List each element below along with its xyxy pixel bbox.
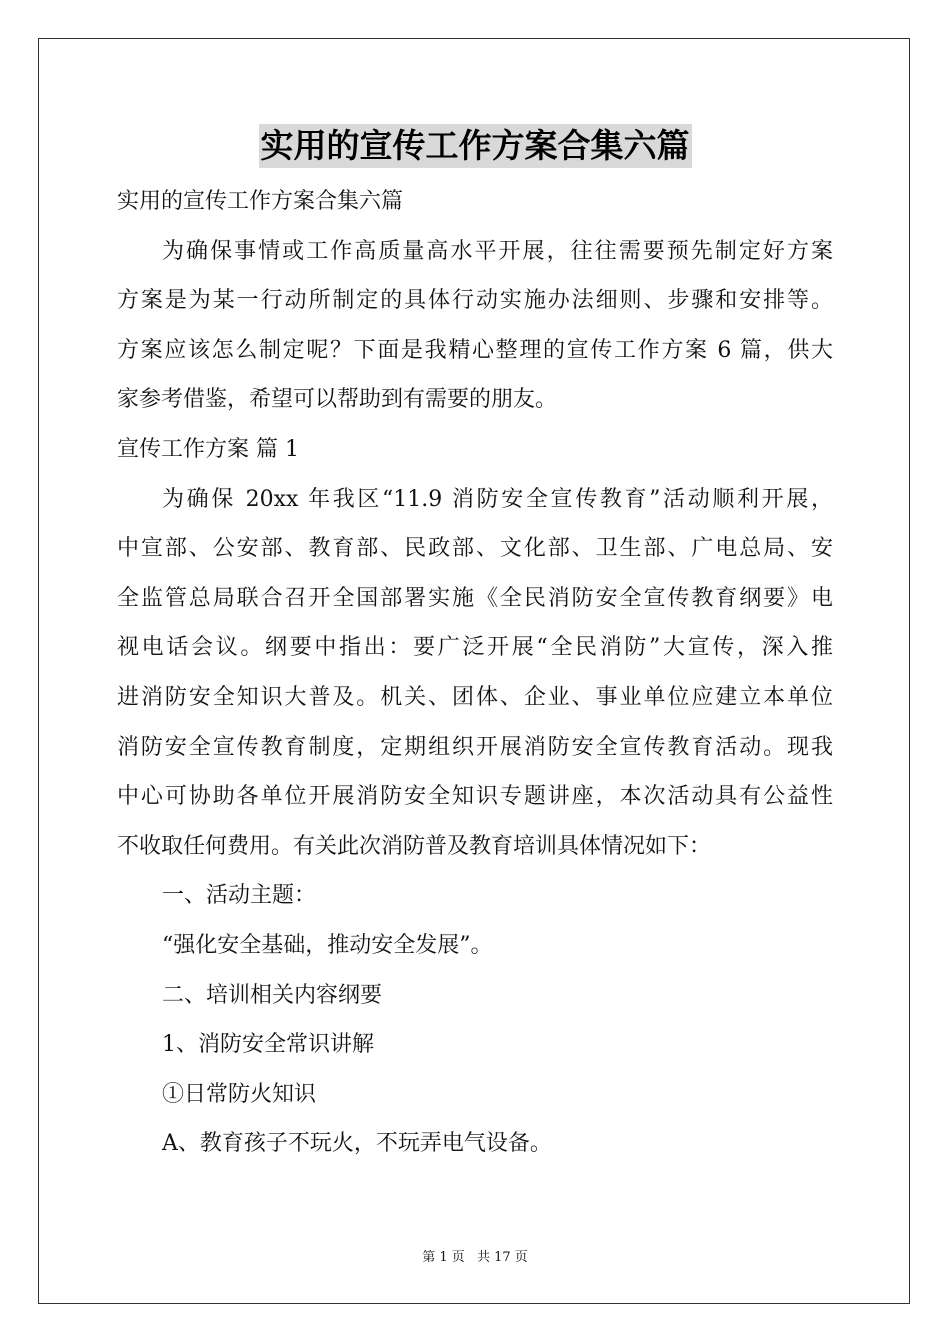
body-line: 方案应该怎么制定呢？下面是我精心整理的宣传工作方案 6 篇，供大 <box>117 337 833 363</box>
document-title <box>0 124 950 168</box>
page-footer <box>0 1246 950 1265</box>
document-title-text: 实用的宣传工作方案合集六篇 <box>259 124 692 168</box>
body-line: 视电话会议。纲要中指出：要广泛开展“全民消防”大宣传，深入推 <box>117 635 833 661</box>
body-line: 家参考借鉴，希望可以帮助到有需要的朋友。 <box>117 387 558 413</box>
body-line: 中宣部、公安部、教育部、民政部、文化部、卫生部、广电总局、安 <box>117 536 833 562</box>
body-line: 宣传工作方案 篇 1 <box>117 436 299 462</box>
body-line: 方案是为某一行动所制定的具体行动实施办法细则、步骤和安排等。 <box>117 288 833 314</box>
body-line: 中心可协助各单位开展消防安全知识专题讲座，本次活动具有公益性 <box>117 784 833 810</box>
body-line: 全监管总局联合召开全国部署实施《全民消防安全宣传教育纲要》电 <box>117 585 833 611</box>
body-line: ①日常防火知识 <box>162 1081 317 1107</box>
body-line: 一、活动主题： <box>162 883 317 909</box>
document-body <box>117 177 833 1169</box>
body-line: 1、消防安全常识讲解 <box>162 1032 374 1058</box>
page-number: 第 1 页 <box>422 1250 465 1265</box>
body-line: 进消防安全知识大普及。机关、团体、企业、事业单位应建立本单位 <box>117 684 833 710</box>
body-line: 消防安全宣传教育制度，定期组织开展消防安全宣传教育活动。现我 <box>117 734 833 760</box>
body-line: 二、培训相关内容纲要 <box>162 982 383 1008</box>
body-line: 为确保事情或工作高质量高水平开展，往往需要预先制定好方案 <box>162 238 833 264</box>
body-line: “强化安全基础，推动安全发展”。 <box>162 932 493 958</box>
body-line: A、教育孩子不玩火，不玩弄电气设备。 <box>162 1131 552 1157</box>
body-line: 不收取任何费用。有关此次消防普及教育培训具体情况如下： <box>117 833 712 859</box>
body-line: 为确保 20xx 年我区“11.9 消防安全宣传教育”活动顺利开展， <box>162 486 833 512</box>
body-line: 实用的宣传工作方案合集六篇 <box>117 189 404 214</box>
page-total: 共 17 页 <box>476 1250 528 1265</box>
